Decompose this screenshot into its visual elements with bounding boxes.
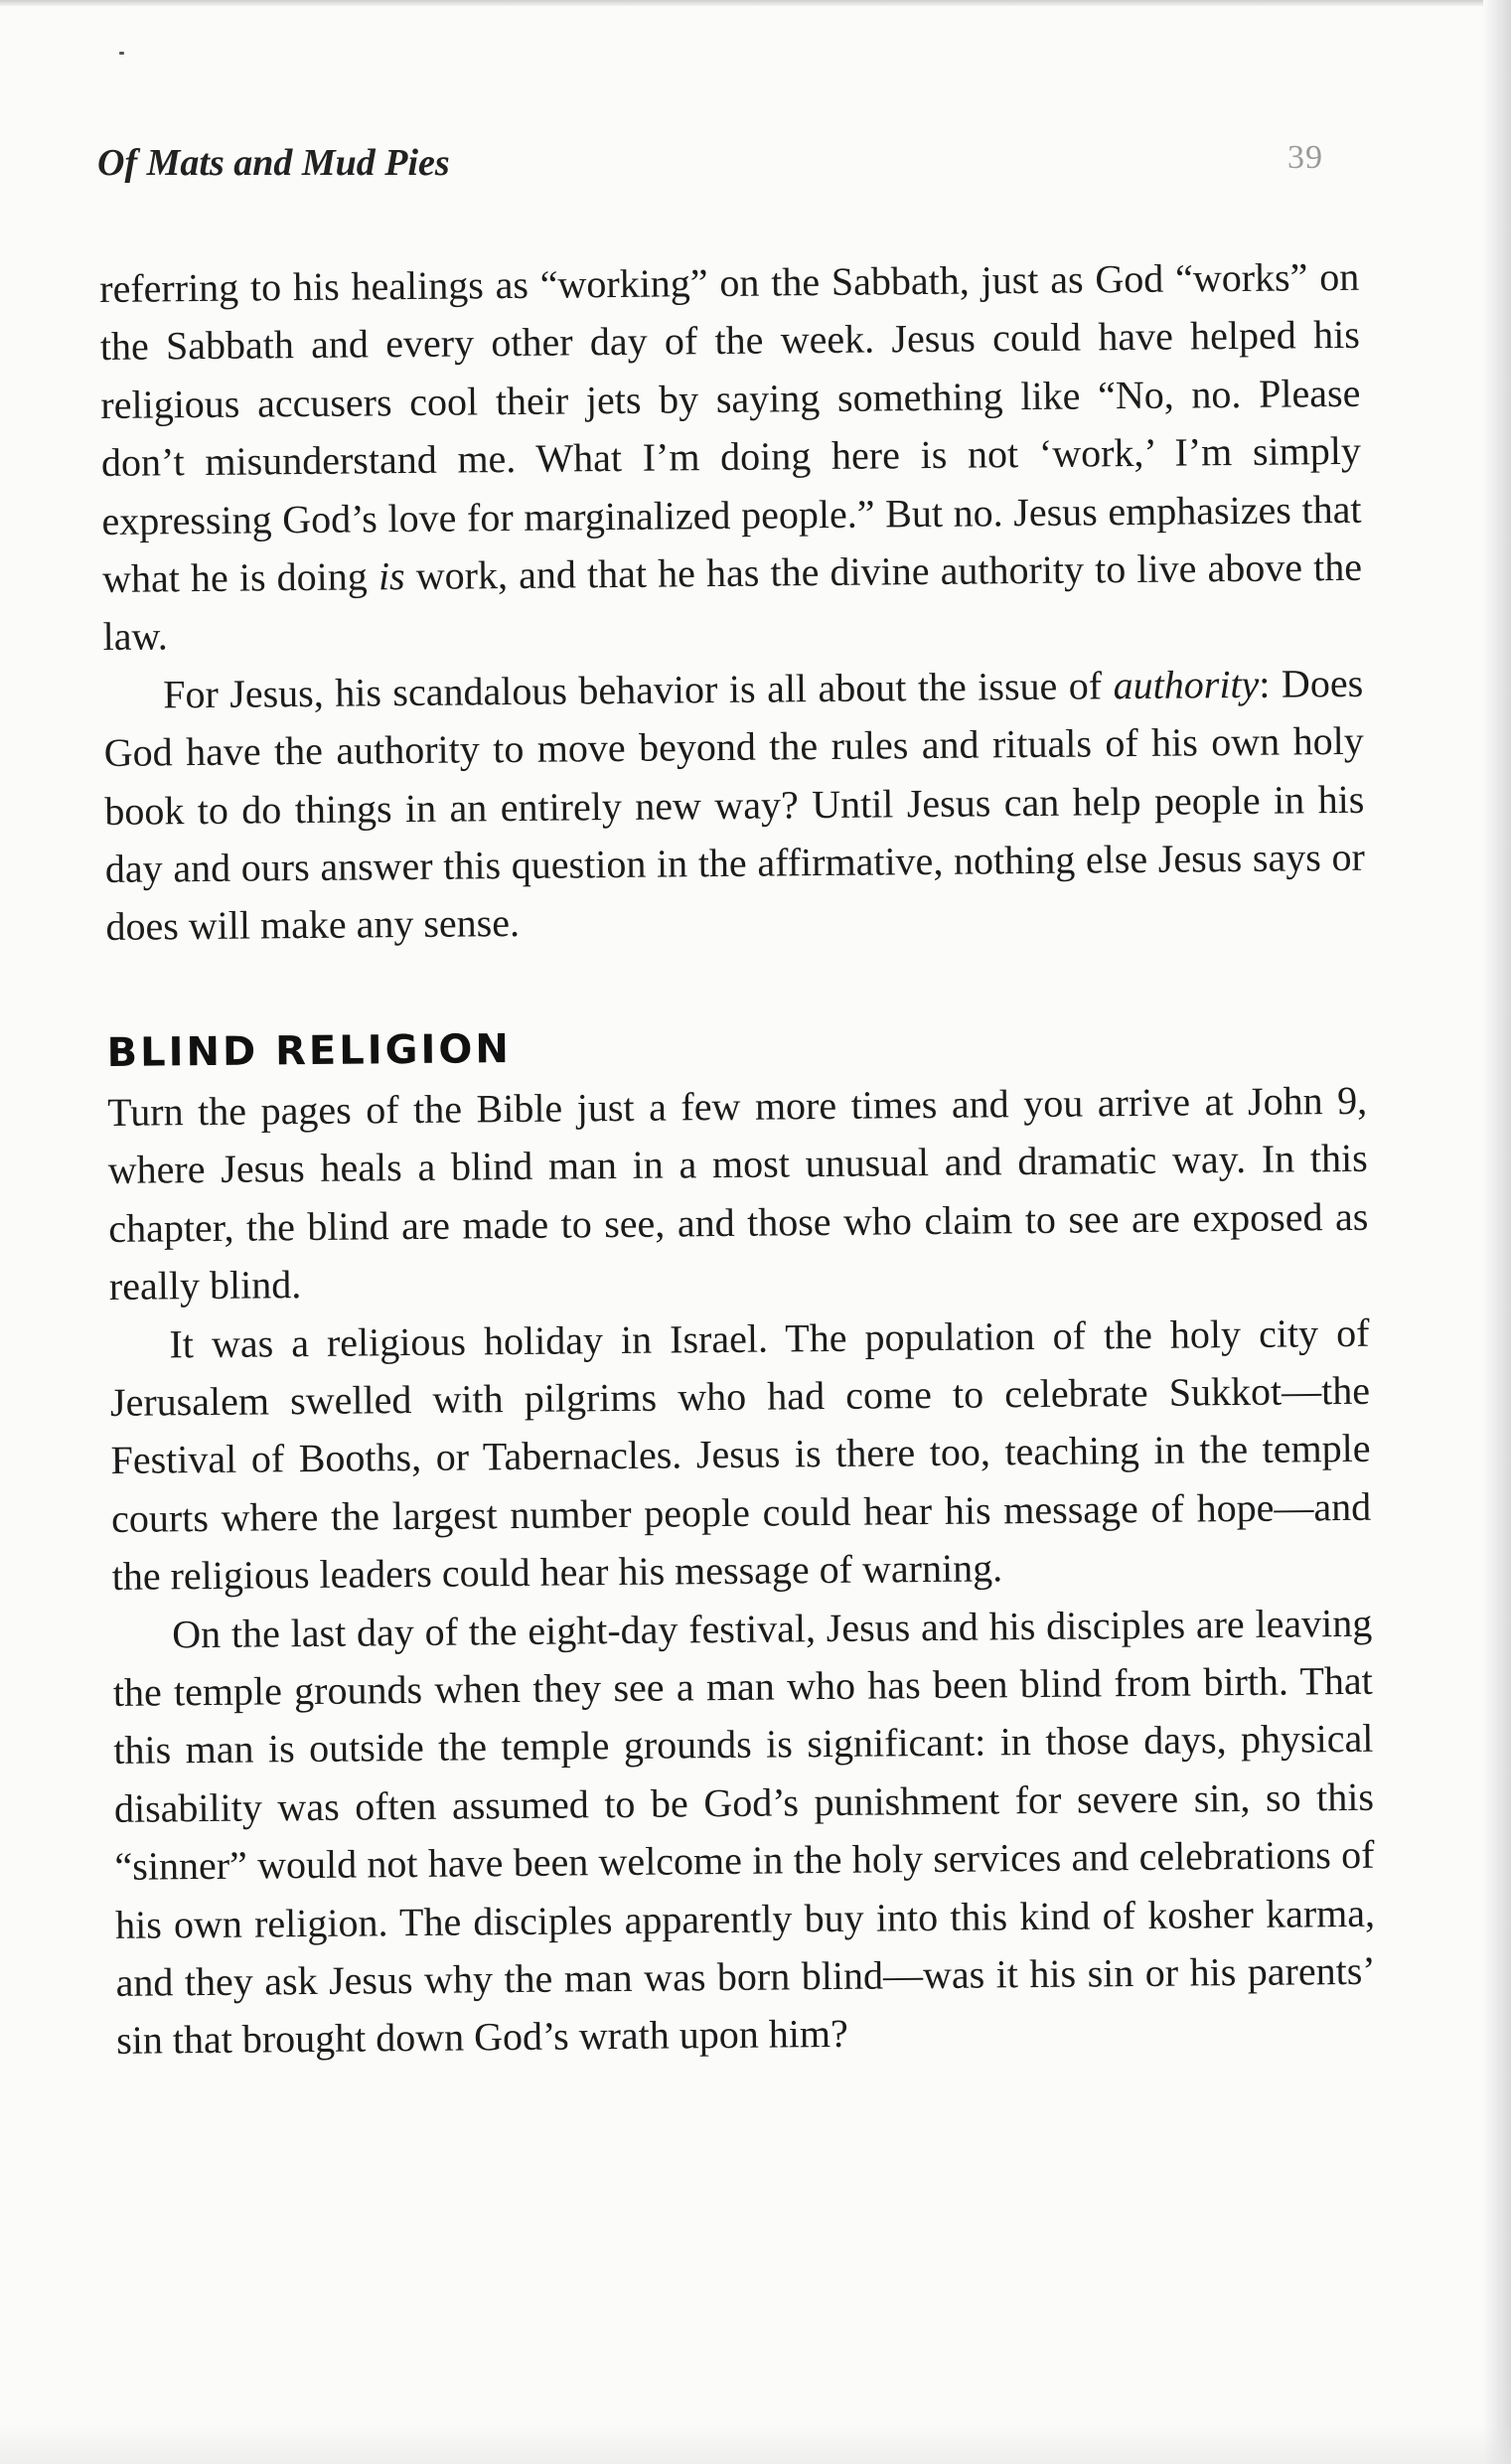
emphasis-is: is xyxy=(378,553,405,599)
body-text xyxy=(99,248,1376,2071)
paragraph-last-day: On the last day of the eight-day festival, Jesus and his disciples are leaving the temple grounds when they see a man who has been blind from birth. That this man is outside the temple grounds is significant: in those days, physical disability was often assumed to be God’s punishment for severe sin, so this “sinner” would not have been welcome in the holy services and celebrations of his own religion. The disciples apparently buy into this kind of kosher karma, and they ask Jesus why the man was born blind—was it his sin or his parents’ sin that brought down God’s wrath upon him? xyxy=(112,1600,1376,2064)
print-speck xyxy=(119,52,124,55)
paragraph-holiday: It was a religious holiday in Israel. The population of the holy city of Jerusalem swelled with pilgrims who had come to celebrate Sukkot—the Festival of Booths, or Tabernacles. Jesus is there too, teaching in the temple courts where the largest number people could hear his message of hope—and the religious leaders could hear his message of warning. xyxy=(109,1309,1372,1600)
running-head: Of Mats and Mud Pies xyxy=(97,142,450,184)
paragraph-authority xyxy=(103,655,1366,957)
paragraph-text: referring to his healings as “working” on the Sabbath, just as God “works” on the Sabbath and every other day of the week. Jesus could have helped his religious accusers cool their jets by saying something like “No, no. Please don’t misunderstand me. What I’m doing here is not ‘work,’ I’m simply expressing God’s love for marginalized people.” But no. Jesus emphasizes that what he is doing xyxy=(99,253,1362,602)
emphasis-authority: authority xyxy=(1113,661,1260,708)
page-number: 39 xyxy=(1287,139,1323,176)
paragraph-john-9: Turn the pages of the Bible just a few more times and you arrive at John 9, where Jesus heals a blind man in a most unusual and dramatic way. In this chapter, the blind are made to see, and those who claim to see are exposed as really blind. xyxy=(107,1077,1369,1309)
page-bottom-shade xyxy=(0,2424,1511,2464)
section-heading: BLIND RELIGION xyxy=(106,1025,513,1076)
paragraph-text-end: : Does God have the authority to move beyond the rules and rituals of his own holy book to do things in an entirely new way? Until Jesus can help people in his day and ours answer this question in the affirmative, nothing else Jesus says or does will make any sense. xyxy=(103,660,1366,950)
paragraph-text: For Jesus, his scandalous behavior is all about the issue of xyxy=(162,663,1114,717)
page-gutter-shadow xyxy=(1483,0,1511,2464)
paragraph-continued xyxy=(99,248,1363,667)
paragraph-text-end: work, and that he has the divine authority to live above the law. xyxy=(102,543,1363,660)
page-top-edge xyxy=(0,0,1511,6)
